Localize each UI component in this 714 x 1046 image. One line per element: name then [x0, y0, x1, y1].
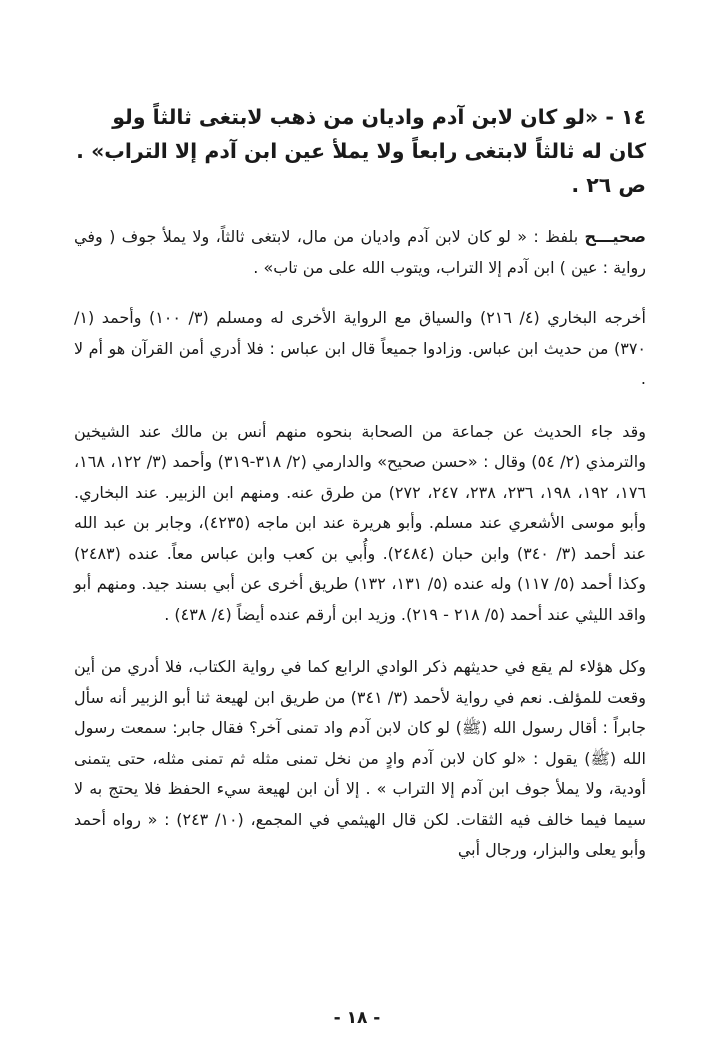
paragraph-grading	[74, 222, 646, 283]
hadith-heading: ١٤ - «لو كان لابن آدم واديان من ذهب لابتغى ثالثاً ولو كان له ثالثاً لابتغى رابعاً ولا يملأ عين ابن آدم إلا التراب» . ص ٢٦ .	[76, 105, 646, 197]
page-body	[74, 100, 646, 866]
paragraph-companions: وقد جاء الحديث عن جماعة من الصحابة بنحوه منهم أنس بن مالك عند الشيخين والترمذي (٢/ ٥٤) وقال : «حسن صحيح» والدارمي (٢/ ٣١٨-٣١٩) وأحمد (٣/ ١٢٢، ١٦٨، ١٧٦، ١٩٢، ١٩٨، ٢٣٦، ٢٣٨، ٢٤٧، ٢٧٢) من طرق عنه. ومنهم ابن الزبير. عند البخاري. وأبو موسى الأشعري عند مسلم. وأبو هريرة عند ابن ماجه (٤٢٣٥)، وجابر بن عبد الله عند أحمد (٣/ ٣٤٠) وابن حبان (٢٤٨٤). وأُبي بن كعب وابن عباس معاً. عنده (٢٤٨٣) وكذا أحمد (٥/ ١١٧) وله عنده (٥/ ١٣١، ١٣٢) طريق أخرى عن أبي بسند جيد. ومنهم أبو واقد الليثي عند أحمد (٥/ ٢١٨ - ٢١٩). وزيد ابن أرقم عنده أيضاً (٤/ ٤٣٨) .	[74, 421, 647, 624]
paragraph-sources: أخرجه البخاري (٤/ ٢١٦) والسياق مع الرواية الأخرى له ومسلم (٣/ ١٠٠) وأحمد (١/ ٣٧٠) من حديث ابن عباس. وزادوا جميعاً قال ابن عباس : فلا أدري أمن القرآن هو أم لا .	[74, 308, 646, 388]
grading-word: صحيـــح	[584, 227, 646, 246]
grading-text: بلفظ : « لو كان لابن آدم واديان من مال، لابتغى ثالثاً، ولا يملأ جوف ( وفي رواية : عين ) ابن آدم إلا التراب، ويتوب الله على من تاب» .	[74, 227, 646, 277]
page-number: - ١٨ -	[333, 1008, 381, 1028]
paragraph-discussion: وكل هؤلاء لم يقع في حديثهم ذكر الوادي الرابع كما في رواية الكتاب، فلا أدري من أين وقعت للمؤلف. نعم في رواية لأحمد (٣/ ٣٤١) من طريق ابن لهيعة ثنا أبو الزبير أنه سأل جابراً : أقال رسول الله (ﷺ) لو كان لابن آدم واد تمنى آخر؟ فقال جابر: سمعت رسول الله (ﷺ) يقول : «لو كان لابن آدم وادٍ من نخل تمنى مثله ثم تمنى مثله، حتى يتمنى أودية، ولا يملأ جوف ابن آدم إلا التراب » . إلا أن ابن لهيعة سيء الحفظ فلا يحتج به لا سيما فيما خالف فيه الثقات. لكن قال الهيثمي في المجمع، (١٠/ ٢٤٣) : « رواه أحمد وأبو يعلى والبزار، ورجال أبي	[74, 657, 647, 859]
